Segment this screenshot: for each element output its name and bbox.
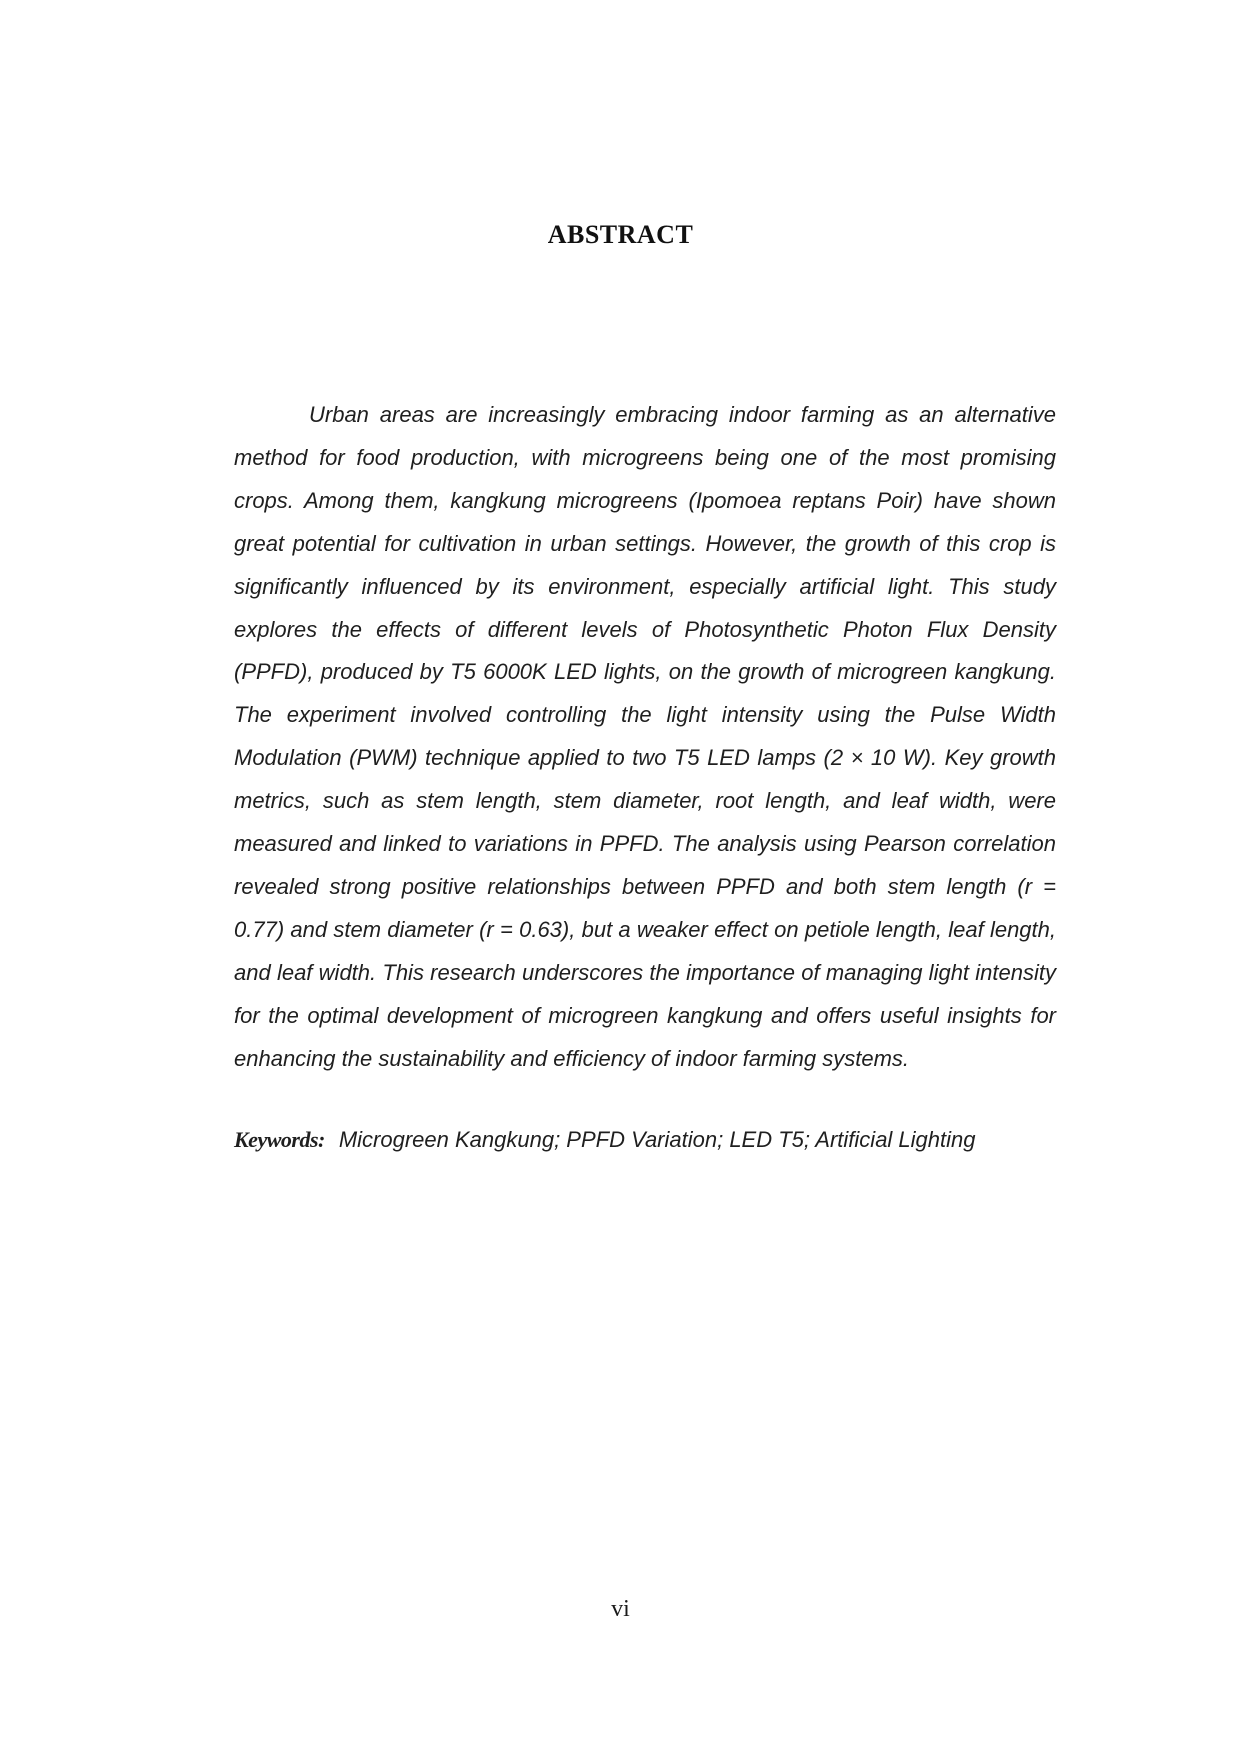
abstract-paragraph: Urban areas are increasingly embracing indoor farming as an alternative method for food production, with microgreens being one of the most promising crops. Among them, kangkung microgreens (Ipomoea reptans Poir) have shown great potential for cultivation in urban settings. However, the growth of this crop is significantly influenced by its environment, especially artificial light. This study explores the effects of different levels of Photosynthetic Photon Flux Density (PPFD), produced by T5 6000K LED lights, on the growth of microgreen kangkung. The experiment involved controlling the light intensity using the Pulse Width Modulation (PWM) technique applied to two T5 LED lamps (2 × 10 W). Key growth metrics, such as stem length, stem diameter, root length, and leaf width, were measured and linked to variations in PPFD. The analysis using Pearson correlation revealed strong positive relationships between PPFD and both stem length (r = 0.77) and stem diameter (r = 0.63), but a weaker effect on petiole length, leaf length, and leaf width. This research underscores the importance of managing light intensity for the optimal development of microgreen kangkung and offers useful insights for enhancing the sustainability and efficiency of indoor farming systems. bbox=[234, 402, 1056, 1071]
keywords-label: Keywords: bbox=[234, 1127, 325, 1152]
page-number: vi bbox=[611, 1596, 630, 1622]
keywords-text: Microgreen Kangkung; PPFD Variation; LED T5; Artificial Lighting bbox=[338, 1127, 976, 1152]
keywords-line bbox=[234, 1119, 1074, 1161]
abstract-title: ABSTRACT bbox=[547, 220, 694, 249]
